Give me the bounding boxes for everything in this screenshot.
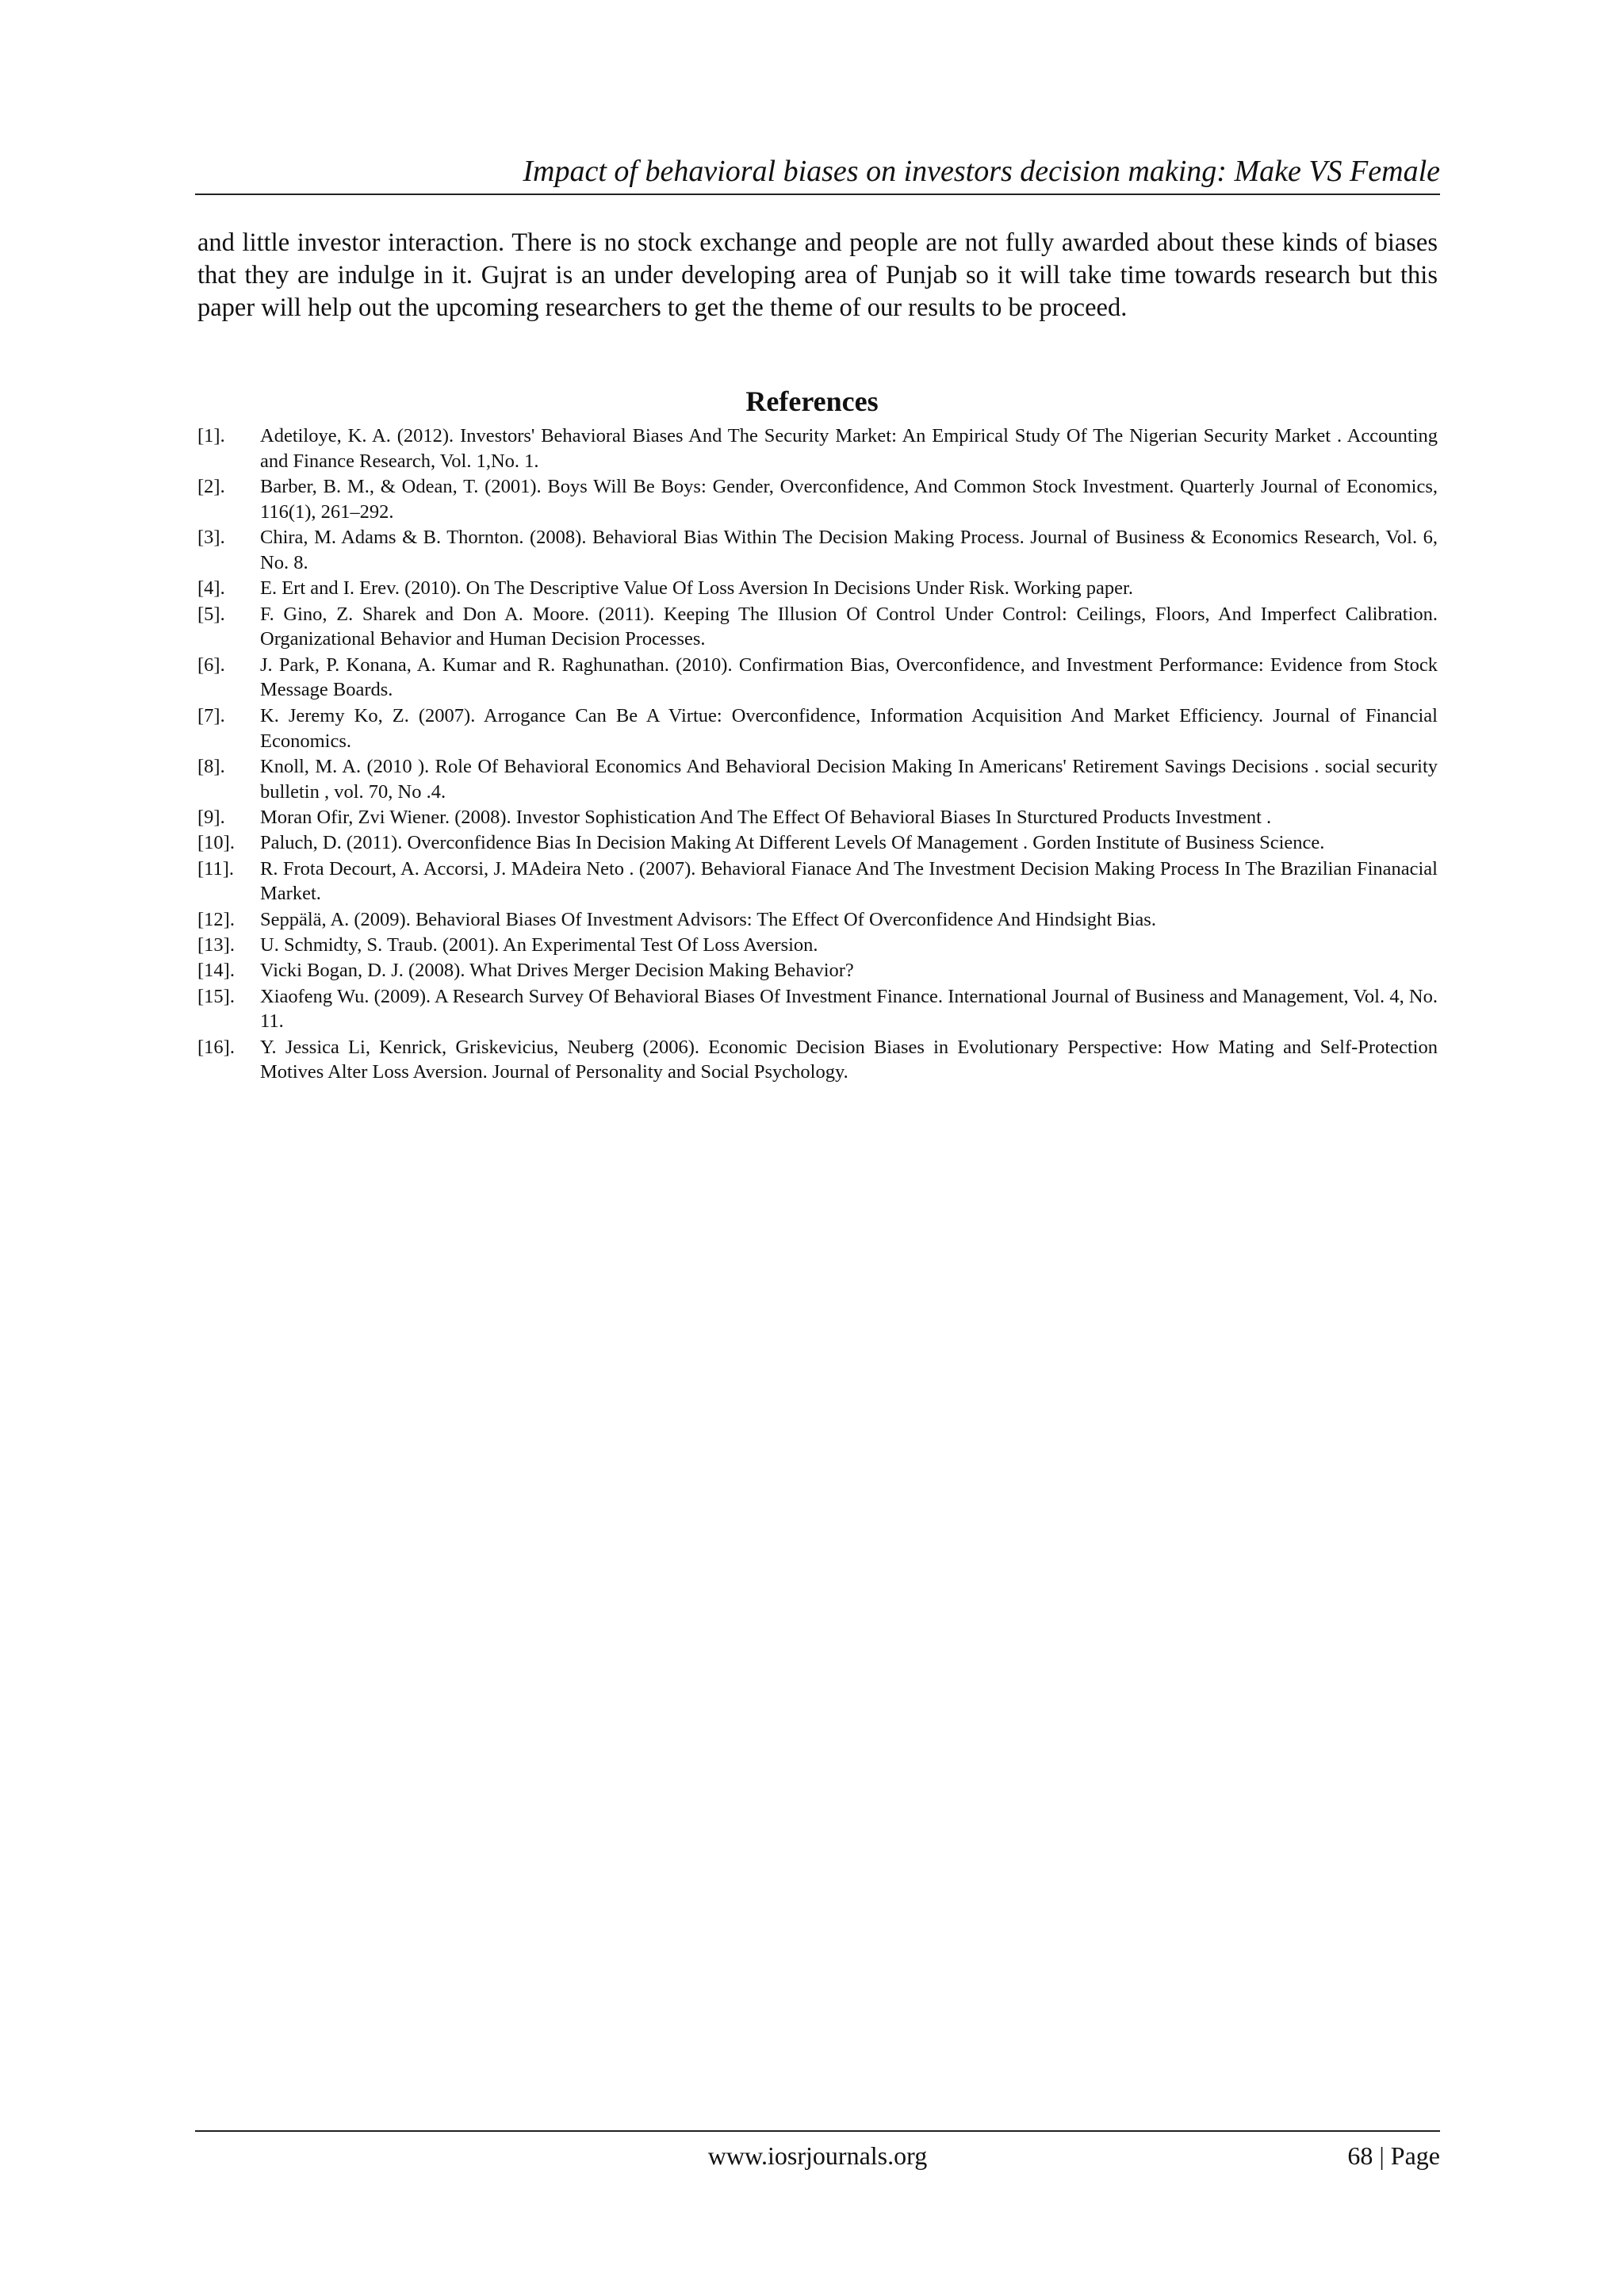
reference-text: Knoll, M. A. (2010 ). Role Of Behavioral Economics And Behavioral Decision Making In Americans' Retirement Savings Decisions . social security bulletin , vol. 70, No .4.	[260, 755, 1438, 803]
body-paragraph: and little investor interaction. There is no stock exchange and people are not fully awarded about these kinds of biases that they are indulge in it. Gujrat is an under developing area of Punjab so it will take time towards research but this paper will help out the upcoming researchers to get the theme of our results to be proceed.	[197, 228, 1438, 322]
reference-text: Chira, M. Adams & B. Thornton. (2008). Behavioral Bias Within The Decision Making Process. Journal of Business & Economics Research, Vol. 6, No. 8.	[260, 527, 1438, 573]
reference-text: Y. Jessica Li, Kenrick, Griskevicius, Neuberg (2006). Economic Decision Biases in Evolutionary Perspective: How Mating and Self-Protection Motives Alter Loss Aversion. Journal of Personality and Social Psychology.	[260, 1036, 1438, 1083]
reference-number: [10].	[197, 832, 235, 854]
reference-text: Paluch, D. (2011). Overconfidence Bias In Decision Making At Different Levels Of Management . Gorden Institute of Business Science.	[260, 832, 1325, 854]
reference-number: [7].	[197, 704, 225, 726]
references-list	[197, 424, 1438, 1086]
reference-number: [5].	[197, 603, 225, 625]
running-title: Impact of behavioral biases on investors decision making: Make VS Female	[523, 155, 1440, 188]
reference-text: Xiaofeng Wu. (2009). A Research Survey Of Behavioral Biases Of Investment Finance. International Journal of Business and Management, Vol. 4, No. 11.	[260, 985, 1438, 1033]
reference-item	[197, 984, 1438, 1035]
reference-item	[197, 525, 1438, 576]
reference-number: [4].	[197, 577, 225, 600]
reference-number: [14].	[197, 960, 235, 982]
reference-number: [8].	[197, 755, 225, 777]
reference-item	[197, 474, 1438, 525]
reference-number: [9].	[197, 806, 225, 828]
reference-item	[197, 653, 1438, 703]
reference-number: [15].	[197, 985, 235, 1007]
reference-number: [12].	[197, 908, 235, 930]
reference-item	[197, 830, 1438, 856]
references-heading: References	[745, 385, 879, 417]
page-number: 68 | Page	[1347, 2141, 1440, 2170]
reference-number: [3].	[197, 527, 225, 549]
reference-text: Vicki Bogan, D. J. (2008). What Drives Merger Decision Making Behavior?	[260, 960, 854, 982]
reference-item	[197, 805, 1438, 830]
reference-text: Seppälä, A. (2009). Behavioral Biases Of Investment Advisors: The Effect Of Overconfidence And Hindsight Bias.	[260, 908, 1156, 930]
reference-text: E. Ert and I. Erev. (2010). On The Descriptive Value Of Loss Aversion In Decisions Under Risk. Working paper.	[260, 577, 1133, 600]
reference-text: Barber, B. M., & Odean, T. (2001). Boys Will Be Boys: Gender, Overconfidence, And Common Stock Investment. Quarterly Journal of Economics, 116(1), 261–292.	[260, 476, 1438, 523]
reference-item	[197, 857, 1438, 907]
reference-number: [11].	[197, 857, 235, 880]
reference-item	[197, 424, 1438, 474]
reference-item	[197, 1035, 1438, 1086]
reference-item	[197, 933, 1438, 958]
reference-text: U. Schmidty, S. Traub. (2001). An Experimental Test Of Loss Aversion.	[260, 933, 818, 956]
reference-item	[197, 602, 1438, 653]
reference-text: R. Frota Decourt, A. Accorsi, J. MAdeira Neto . (2007). Behavioral Fianace And The Investment Decision Making Process In The Brazilian Finanacial Market.	[260, 857, 1438, 905]
reference-item	[197, 958, 1438, 983]
reference-number: [16].	[197, 1036, 235, 1058]
reference-number: [13].	[197, 933, 235, 956]
page-header	[195, 155, 1440, 195]
reference-text: F. Gino, Z. Sharek and Don A. Moore. (2011). Keeping The Illusion Of Control Under Control: Ceilings, Floors, And Imperfect Calibration. Organizational Behavior and Human Decision Processes.	[260, 603, 1438, 650]
reference-number: [1].	[197, 425, 225, 447]
reference-text: Moran Ofir, Zvi Wiener. (2008). Investor Sophistication And The Effect Of Behavioral Biases In Sturctured Products Investment .	[260, 806, 1272, 828]
reference-item	[197, 907, 1438, 933]
reference-item	[197, 703, 1438, 754]
reference-item	[197, 754, 1438, 805]
reference-item	[197, 576, 1438, 601]
reference-text: Adetiloye, K. A. (2012). Investors' Behavioral Biases And The Security Market: An Empirical Study Of The Nigerian Security Market . Accounting and Finance Research, Vol. 1,No. 1.	[260, 425, 1438, 472]
reference-number: [2].	[197, 476, 225, 498]
journal-url: www.iosrjournals.org	[707, 2141, 928, 2170]
page-footer	[195, 2130, 1440, 2179]
reference-text: J. Park, P. Konana, A. Kumar and R. Raghunathan. (2010). Confirmation Bias, Overconfidence, and Investment Performance: Evidence from Stock Message Boards.	[260, 654, 1438, 701]
reference-text: K. Jeremy Ko, Z. (2007). Arrogance Can Be A Virtue: Overconfidence, Information Acquisition And Market Efficiency. Journal of Financial Economics.	[260, 704, 1438, 752]
reference-number: [6].	[197, 654, 225, 676]
